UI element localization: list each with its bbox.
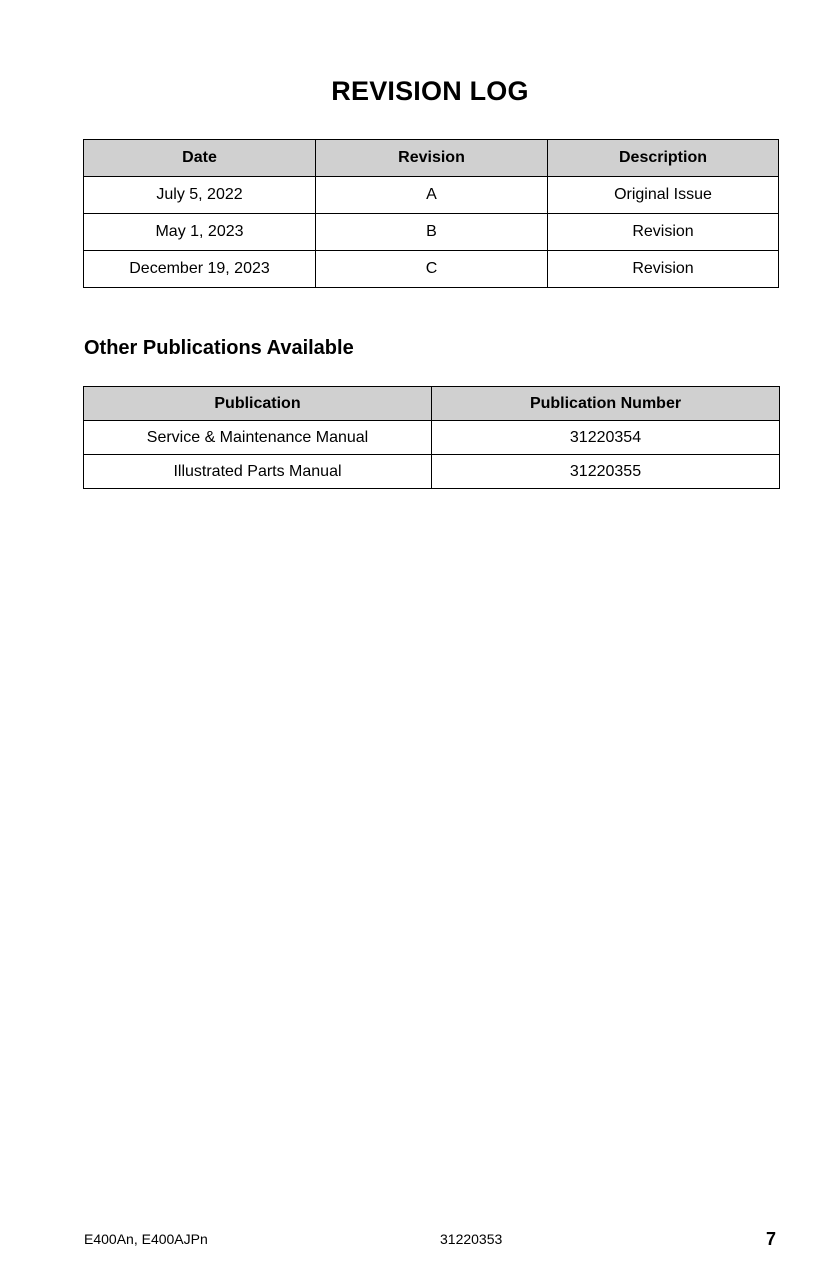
table-row — [84, 421, 780, 455]
revision-letter: A — [316, 177, 548, 214]
footer-page-number: 7 — [766, 1229, 777, 1249]
revision-description: Revision — [548, 214, 779, 251]
publication-number: 31220355 — [432, 455, 780, 489]
revision-log-table — [83, 139, 779, 288]
column-header-description: Description — [548, 140, 779, 177]
column-header-publication: Publication — [84, 387, 432, 421]
revision-description: Original Issue — [548, 177, 779, 214]
footer-document-number: 31220353 — [440, 1231, 503, 1247]
page-title: REVISION LOG — [331, 76, 529, 106]
table-row — [84, 214, 779, 251]
revision-date: May 1, 2023 — [84, 214, 316, 251]
revision-letter: B — [316, 214, 548, 251]
publication-number: 31220354 — [432, 421, 780, 455]
column-header-date: Date — [84, 140, 316, 177]
table-row — [84, 455, 780, 489]
other-publications-heading: Other Publications Available — [84, 337, 354, 359]
revision-letter: C — [316, 251, 548, 288]
table-row — [84, 177, 779, 214]
table-header-row — [84, 140, 779, 177]
table-row — [84, 251, 779, 288]
revision-date: July 5, 2022 — [84, 177, 316, 214]
column-header-revision: Revision — [316, 140, 548, 177]
table-header-row — [84, 387, 780, 421]
other-publications-table — [83, 386, 780, 489]
revision-date: December 19, 2023 — [84, 251, 316, 288]
publication-name: Service & Maintenance Manual — [84, 421, 432, 455]
column-header-publication-number: Publication Number — [432, 387, 780, 421]
revision-description: Revision — [548, 251, 779, 288]
footer-models: E400An, E400AJPn — [84, 1231, 208, 1247]
publication-name: Illustrated Parts Manual — [84, 455, 432, 489]
